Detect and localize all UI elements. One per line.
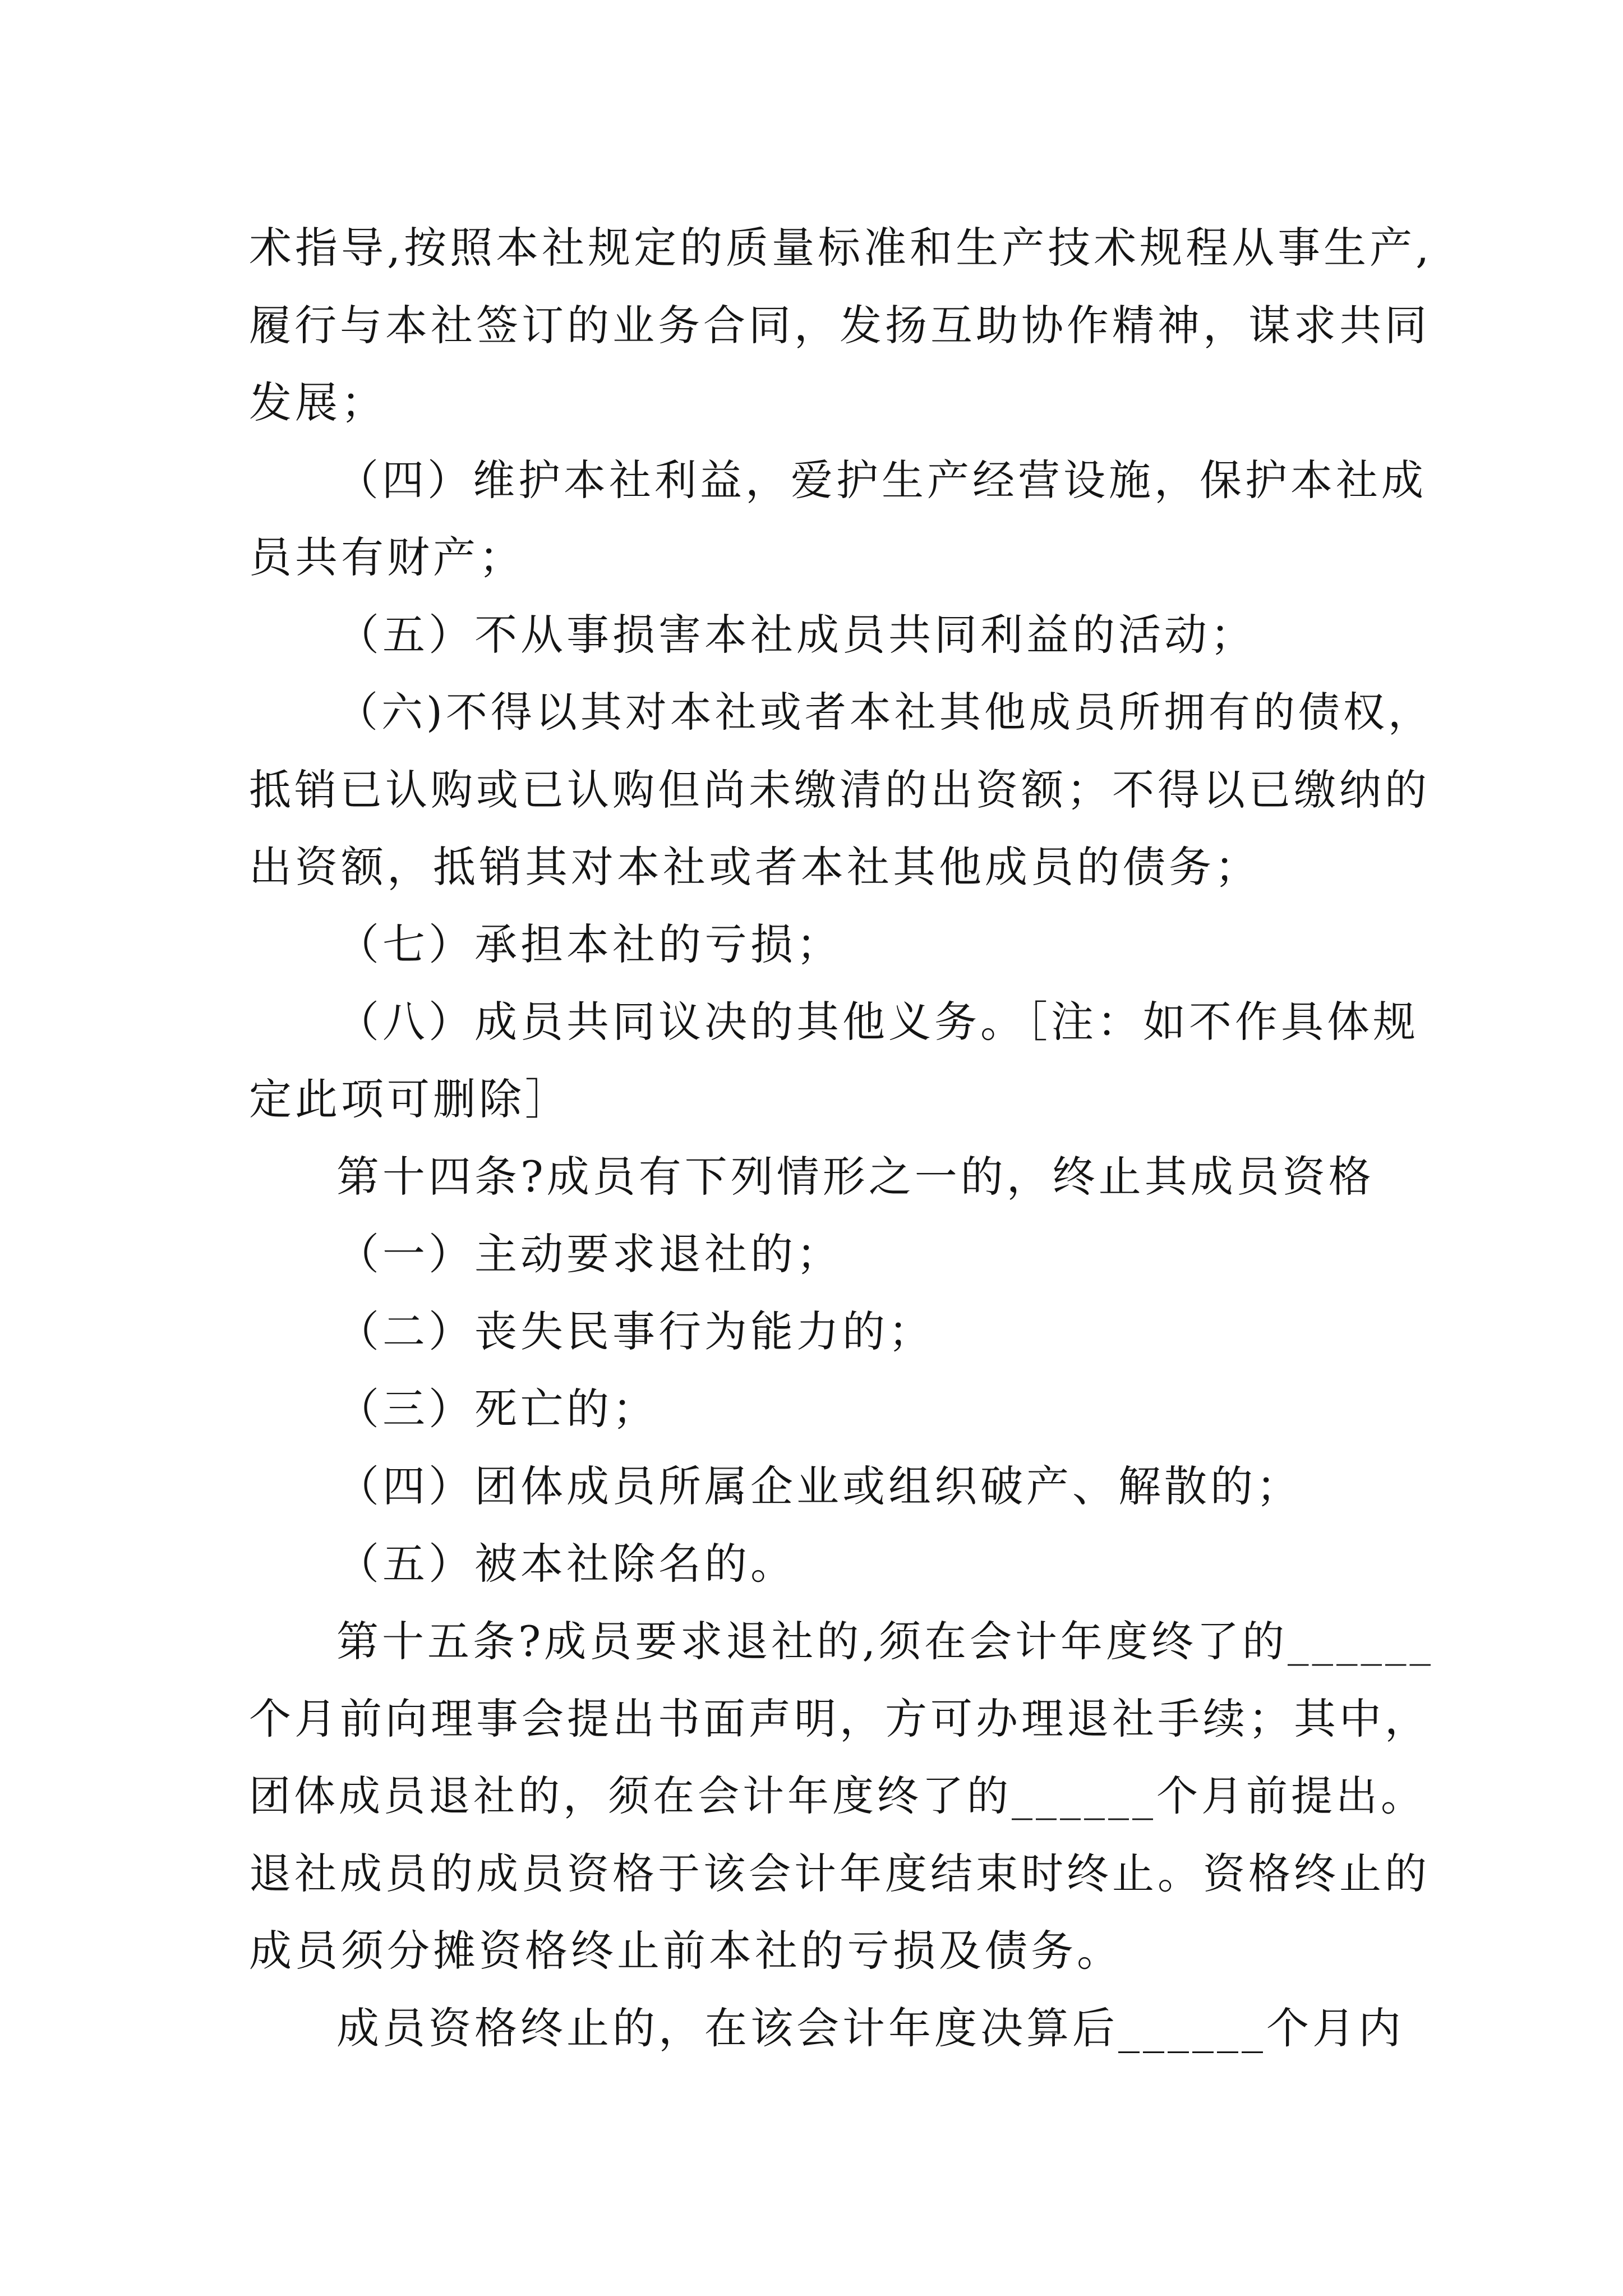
text-line: （八）成员共同议决的其他义务。［注：如不作具体规	[336, 997, 1419, 1047]
text-line: 履行与本社签订的业务合同，发扬互助协作精神，谋求共同	[249, 301, 1431, 350]
text-line: （六)不得以其对本社或者本社其他成员所拥有的债权，	[336, 688, 1433, 737]
text-line: 成员资格终止的，在该会计年度决算后______个月内	[336, 2003, 1404, 2053]
text-line: 出资额，抵销其对本社或者本社其他成员的债务；	[249, 842, 1261, 892]
text-line: 退社成员的成员资格于该会计年度结束时终止。资格终止的	[249, 1849, 1431, 1898]
text-line: 术指导,按照本社规定的质量标准和生产技术规程从事生产,	[249, 223, 1433, 273]
text-line: 个月前向理事会提出书面声明，方可办理退社手续；其中，	[249, 1694, 1431, 1743]
text-line: （五）被本社除名的。	[336, 1539, 796, 1589]
text-line: （四）维护本社利益，爱护生产经营设施，保护本社成	[336, 455, 1427, 505]
text-line: （三）死亡的；	[336, 1384, 658, 1434]
text-line: （七）承担本社的亏损；	[336, 919, 842, 969]
text-line: 定此项可删除］	[249, 1074, 571, 1124]
text-line: （一）主动要求退社的；	[336, 1229, 842, 1279]
text-line: 员共有财产；	[249, 532, 525, 582]
text-line: （五）不从事损害本社成员共同利益的活动；	[336, 610, 1256, 660]
text-line: 发展；	[249, 378, 387, 427]
text-line: 团体成员退社的，须在会计年度终了的______个月前提出。	[249, 1772, 1426, 1820]
text-line: （二）丧失民事行为能力的；	[336, 1306, 934, 1356]
text-line: 抵销已认购或已认购但尚未缴清的出资额；不得以已缴纳的	[249, 765, 1431, 815]
text-line: 第十四条?成员有下列情形之一的，终止其成员资格	[336, 1152, 1375, 1202]
text-line: （四）团体成员所属企业或组织破产、解散的；	[336, 1461, 1302, 1511]
text-line: 第十五条?成员要求退社的,须在会计年度终了的______	[336, 1617, 1435, 1666]
text-line: 成员须分摊资格终止前本社的亏损及债务。	[249, 1926, 1123, 1976]
